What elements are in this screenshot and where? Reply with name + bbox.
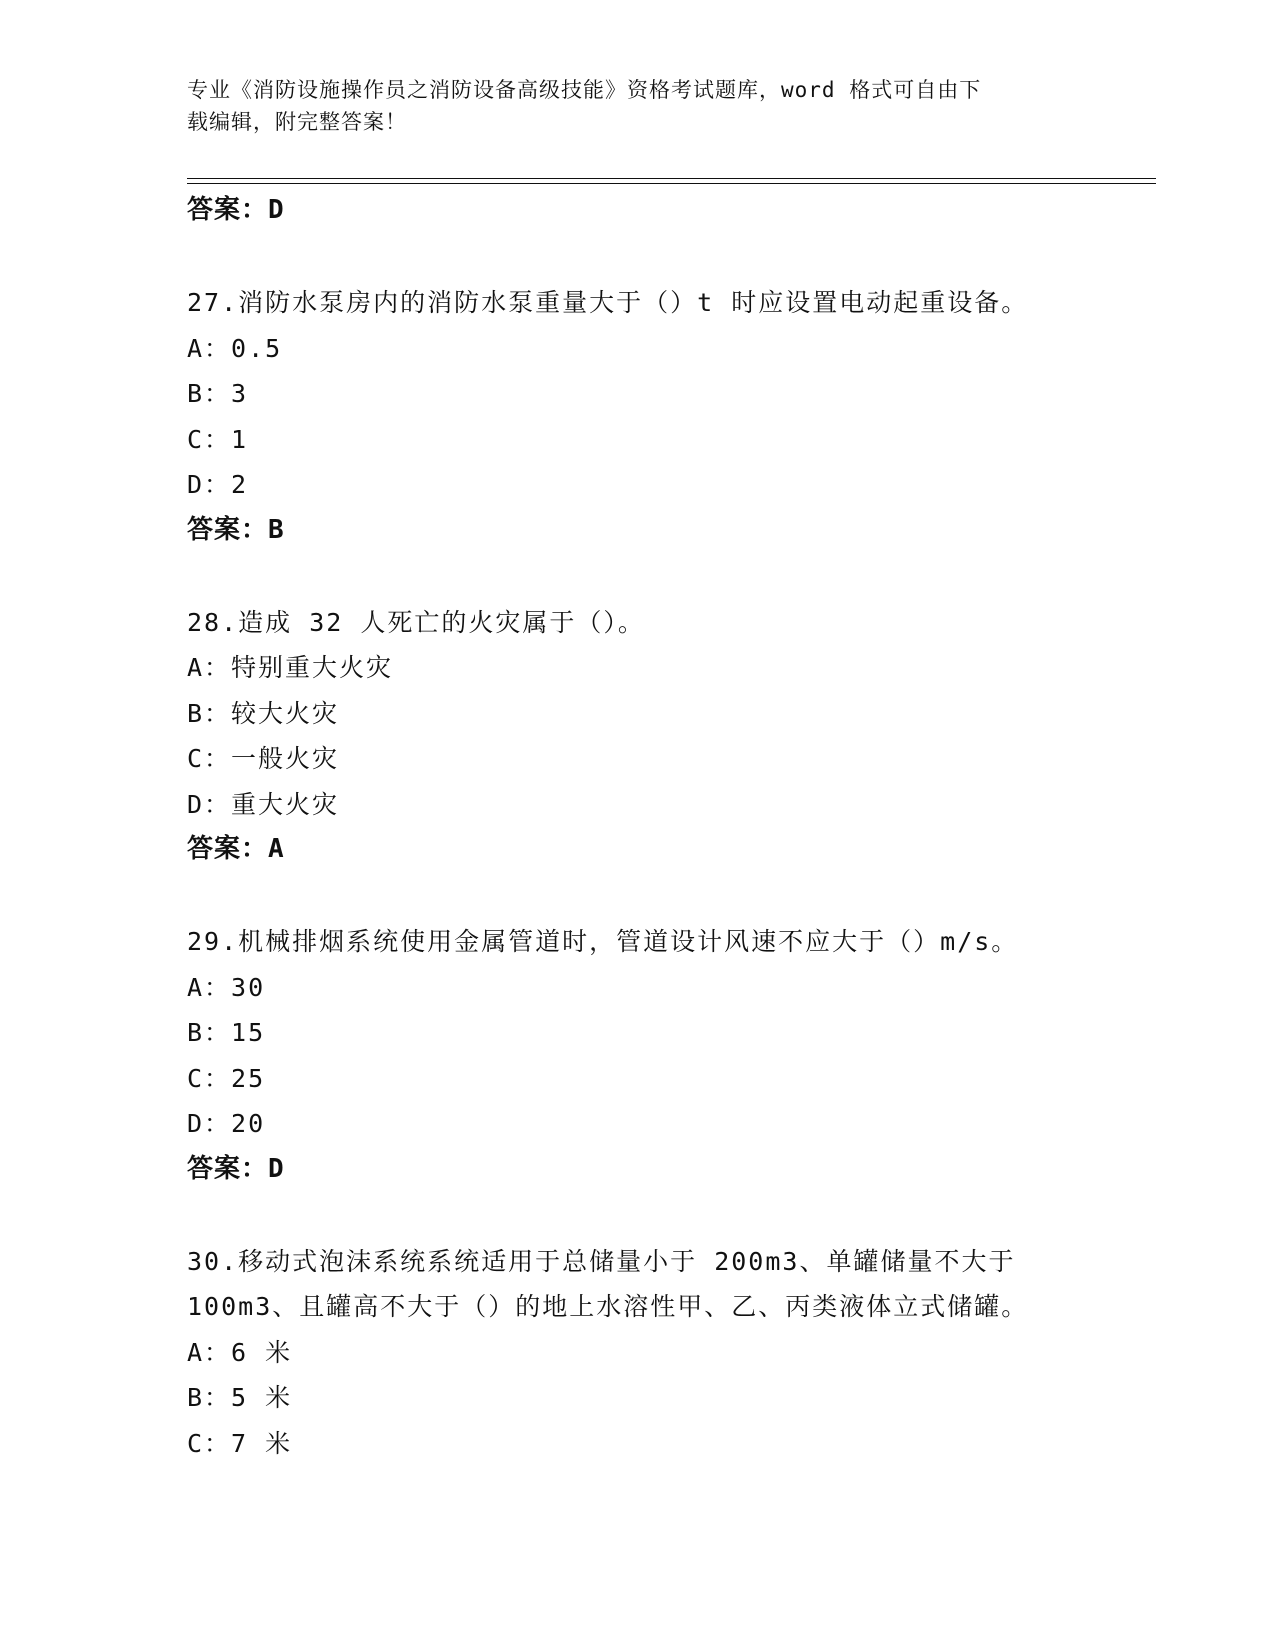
document-header xyxy=(187,74,1087,138)
option-c: C：25 xyxy=(187,1063,266,1093)
option-b: B：3 xyxy=(187,379,249,408)
option-a: A：0.5 xyxy=(187,333,283,363)
option-a: A：30 xyxy=(187,972,266,1002)
option-b: B：较大火灾 xyxy=(187,698,340,728)
option-d: D：重大火灾 xyxy=(187,789,340,819)
option-a: A：6 米 xyxy=(187,1337,293,1367)
question-text: 28.造成 32 人死亡的火灾属于（）。 xyxy=(187,607,645,637)
header-line-2: 载编辑，附完整答案！ xyxy=(187,110,407,134)
question-28 xyxy=(187,600,1167,873)
answer: 答案：A xyxy=(187,834,285,864)
question-29 xyxy=(187,919,1167,1192)
option-d: D：20 xyxy=(187,1109,266,1138)
option-b: B：5 米 xyxy=(187,1383,293,1412)
option-c: C：1 xyxy=(187,424,249,454)
option-a: A：特别重大火灾 xyxy=(187,653,394,682)
option-d: D：2 xyxy=(187,470,249,499)
answer: 答案：B xyxy=(187,514,285,545)
question-text-line-1: 30.移动式泡沫系统系统适用于总储量小于 200m3、单罐储量不大于 xyxy=(187,1246,1016,1276)
option-b: B：15 xyxy=(187,1018,266,1047)
header-divider-top xyxy=(187,178,1156,179)
question-text: 29.机械排烟系统使用金属管道时，管道设计风速不应大于（）m/s。 xyxy=(187,927,1019,956)
previous-answer: 答案：D xyxy=(187,195,285,225)
question-27 xyxy=(187,280,1167,553)
option-c: C：7 米 xyxy=(187,1428,293,1458)
header-line-1: 专业《消防设施操作员之消防设备高级技能》资格考试题库，word 格式可自由下 xyxy=(187,78,982,102)
question-30 xyxy=(187,1239,1167,1467)
option-c: C：一般火灾 xyxy=(187,744,340,773)
question-text: 27.消防水泵房内的消防水泵重量大于（）t 时应设置电动起重设备。 xyxy=(187,288,1029,317)
question-list xyxy=(187,188,1167,1466)
answer: 答案：D xyxy=(187,1153,285,1184)
header-divider-bottom xyxy=(187,183,1156,184)
question-text-line-2: 100m3、且罐高不大于（）的地上水溶性甲、乙、丙类液体立式储罐。 xyxy=(187,1292,1029,1321)
